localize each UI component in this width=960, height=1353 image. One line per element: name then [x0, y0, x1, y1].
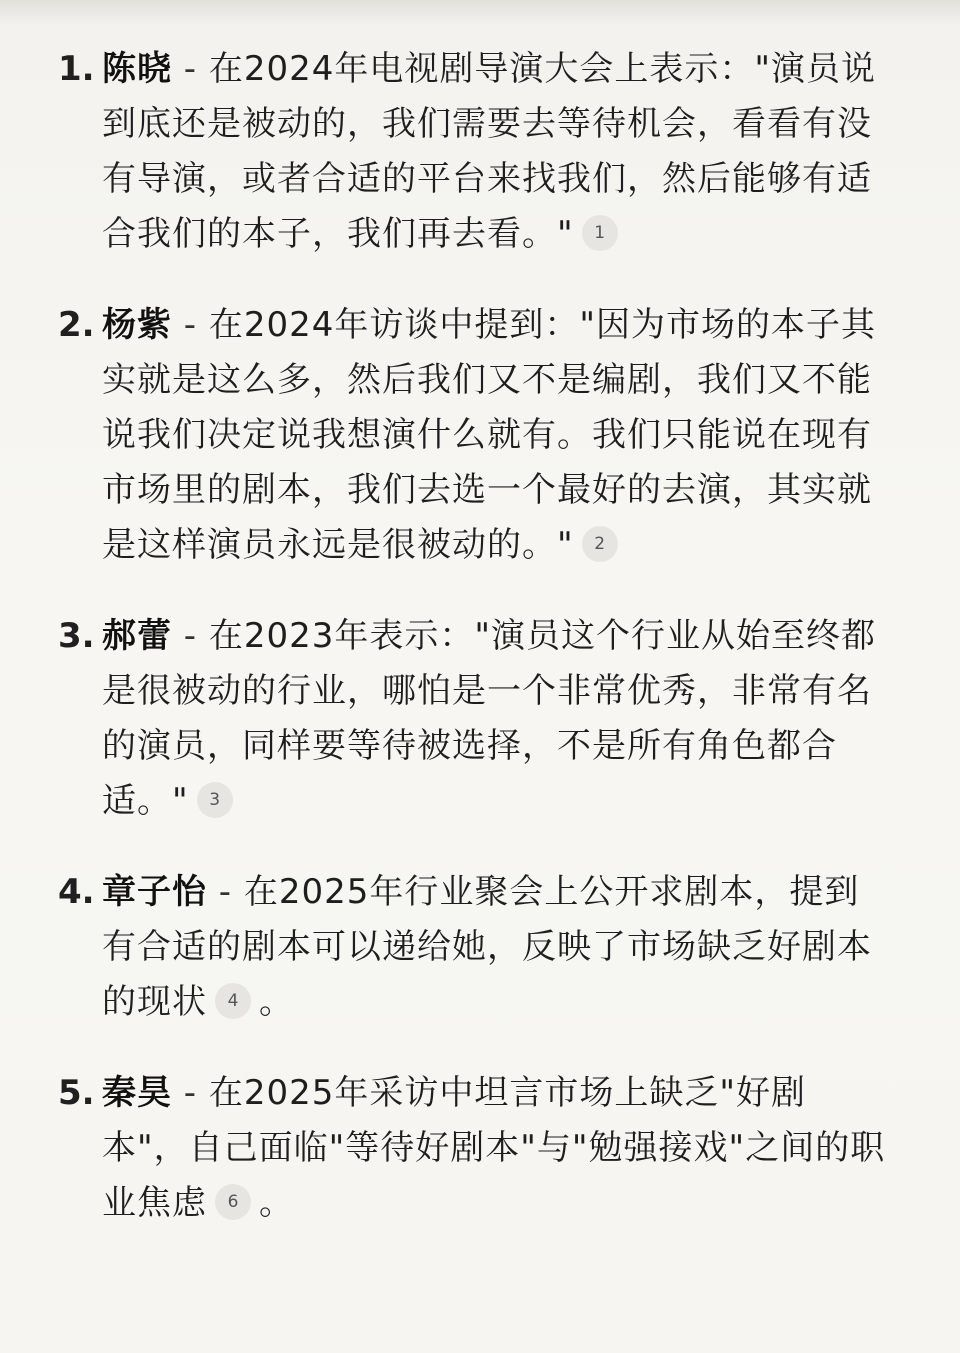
- list-text: [102, 42, 890, 262]
- list-number: 4.: [58, 872, 95, 912]
- list-text: [102, 298, 890, 573]
- person-name: 陈晓: [102, 49, 172, 89]
- citation-badge[interactable]: 3: [197, 782, 233, 818]
- list-text: [102, 609, 890, 829]
- quote-text: 在2024年访谈中提到："因为市场的本子其实就是这么多，然后我们又不是编剧，我们又不能说我们决定说我想演什么就有。我们只能说在现有市场里的剧本，我们去选一个最好的去演，其实就是这样演员永远是很被动的。": [102, 305, 877, 565]
- list-number: 5.: [58, 1073, 95, 1113]
- separator: -: [172, 616, 209, 656]
- tail-punctuation: 。: [259, 982, 294, 1022]
- quote-text: 在2025年行业聚会上公开求剧本，提到有合适的剧本可以递给她，反映了市场缺乏好剧本的现状: [102, 872, 872, 1022]
- citation-badge[interactable]: 6: [215, 1184, 251, 1220]
- list-number: 1.: [58, 49, 95, 89]
- citation-badge[interactable]: 1: [582, 215, 618, 251]
- list-item: [58, 1066, 890, 1231]
- list-item: [58, 42, 890, 262]
- person-name: 郝蕾: [102, 616, 172, 656]
- tail-punctuation: 。: [259, 1183, 294, 1223]
- separator: -: [172, 49, 209, 89]
- citation-badge[interactable]: 4: [215, 983, 251, 1019]
- list-number: 2.: [58, 305, 95, 345]
- list-text: [102, 865, 890, 1030]
- person-name: 杨紫: [102, 305, 172, 345]
- quote-text: 在2025年采访中坦言市场上缺乏"好剧本"，自己面临"等待好剧本"与"勉强接戏"之间的职业焦虑: [102, 1073, 886, 1223]
- list-item: [58, 609, 890, 829]
- quote-text: 在2023年表示："演员这个行业从始至终都是很被动的行业，哪怕是一个非常优秀，非常有名的演员，同样要等待被选择，不是所有角色都合适。": [102, 616, 877, 821]
- list-item: [58, 865, 890, 1030]
- citation-badge[interactable]: 2: [582, 526, 618, 562]
- list-item: [58, 298, 890, 573]
- separator: -: [172, 1073, 209, 1113]
- top-shadow: [0, 0, 960, 26]
- separator: -: [172, 305, 209, 345]
- person-name: 章子怡: [102, 872, 207, 912]
- list-text: [102, 1066, 890, 1231]
- person-name: 秦昊: [102, 1073, 172, 1113]
- separator: -: [207, 872, 244, 912]
- list-number: 3.: [58, 616, 95, 656]
- quote-text: 在2024年电视剧导演大会上表示："演员说到底还是被动的，我们需要去等待机会，看看有没有导演，或者合适的平台来找我们，然后能够有适合我们的本子，我们再去看。": [102, 49, 877, 254]
